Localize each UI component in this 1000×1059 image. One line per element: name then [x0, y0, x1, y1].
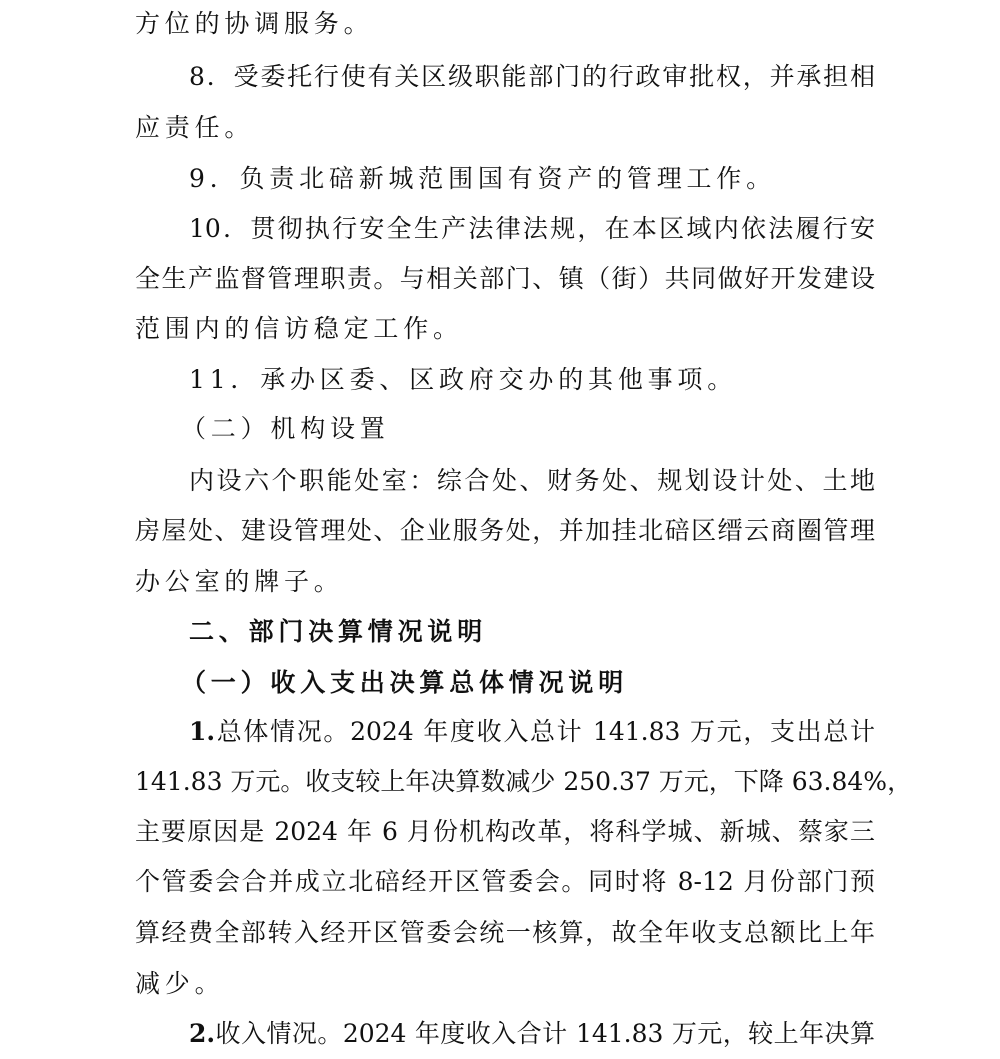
overall-line-6: 减少。: [135, 969, 225, 998]
item-10-line-1: 10．贯彻执行安全生产法律法规，在本区域内依法履行安: [189, 214, 875, 243]
section-heading-organization: （二）机构设置: [181, 414, 390, 443]
main-heading-budget-description: 二、部门决算情况说明: [189, 617, 488, 646]
subheading-income-expenditure: （一）收入支出决算总体情况说明: [181, 668, 629, 697]
organization-line-1: 内设六个职能处室：综合处、财务处、规划设计处、土地: [189, 466, 875, 495]
item-10-line-2: 全生产监督管理职责。与相关部门、镇（街）共同做好开发建设: [135, 264, 875, 293]
item-10-line-3: 范围内的信访稳定工作。: [135, 314, 463, 343]
text-line-1: 方位的协调服务。: [135, 9, 374, 38]
overall-line-4: 个管委会合并成立北碚经开区管委会。同时将 8-12 月份部门预: [135, 867, 875, 896]
item-9: 9．负责北碚新城范围国有资产的管理工作。: [189, 164, 776, 193]
income-line-1: [189, 1018, 875, 1050]
overall-text: 总体情况。2024 年度收入总计 141.83 万元，支出总计: [215, 717, 875, 746]
overall-line-1: [189, 716, 875, 748]
item-8-line-2: 应责任。: [135, 113, 255, 142]
item-8-line-1: 8．受委托行使有关区级职能部门的行政审批权，并承担相: [189, 62, 875, 91]
organization-line-2: 房屋处、建设管理处、企业服务处，并加挂北碚区缙云商圈管理: [135, 516, 875, 545]
overall-line-5: 算经费全部转入经开区管委会统一核算，故全年收支总额比上年: [135, 918, 875, 947]
organization-line-3: 办公室的牌子。: [135, 567, 344, 596]
overall-line-2: 141.83 万元。收支较上年决算数减少 250.37 万元，下降 63.84%，: [135, 767, 913, 796]
income-number: 2.: [189, 1019, 216, 1048]
overall-line-3: 主要原因是 2024 年 6 月份机构改革，将科学城、新城、蔡家三: [135, 817, 875, 846]
income-text: 收入情况。2024 年度收入合计 141.83 万元，较上年决算: [215, 1019, 875, 1048]
overall-number: 1.: [189, 717, 216, 746]
item-11: 11．承办区委、区政府交办的其他事项。: [189, 365, 738, 394]
